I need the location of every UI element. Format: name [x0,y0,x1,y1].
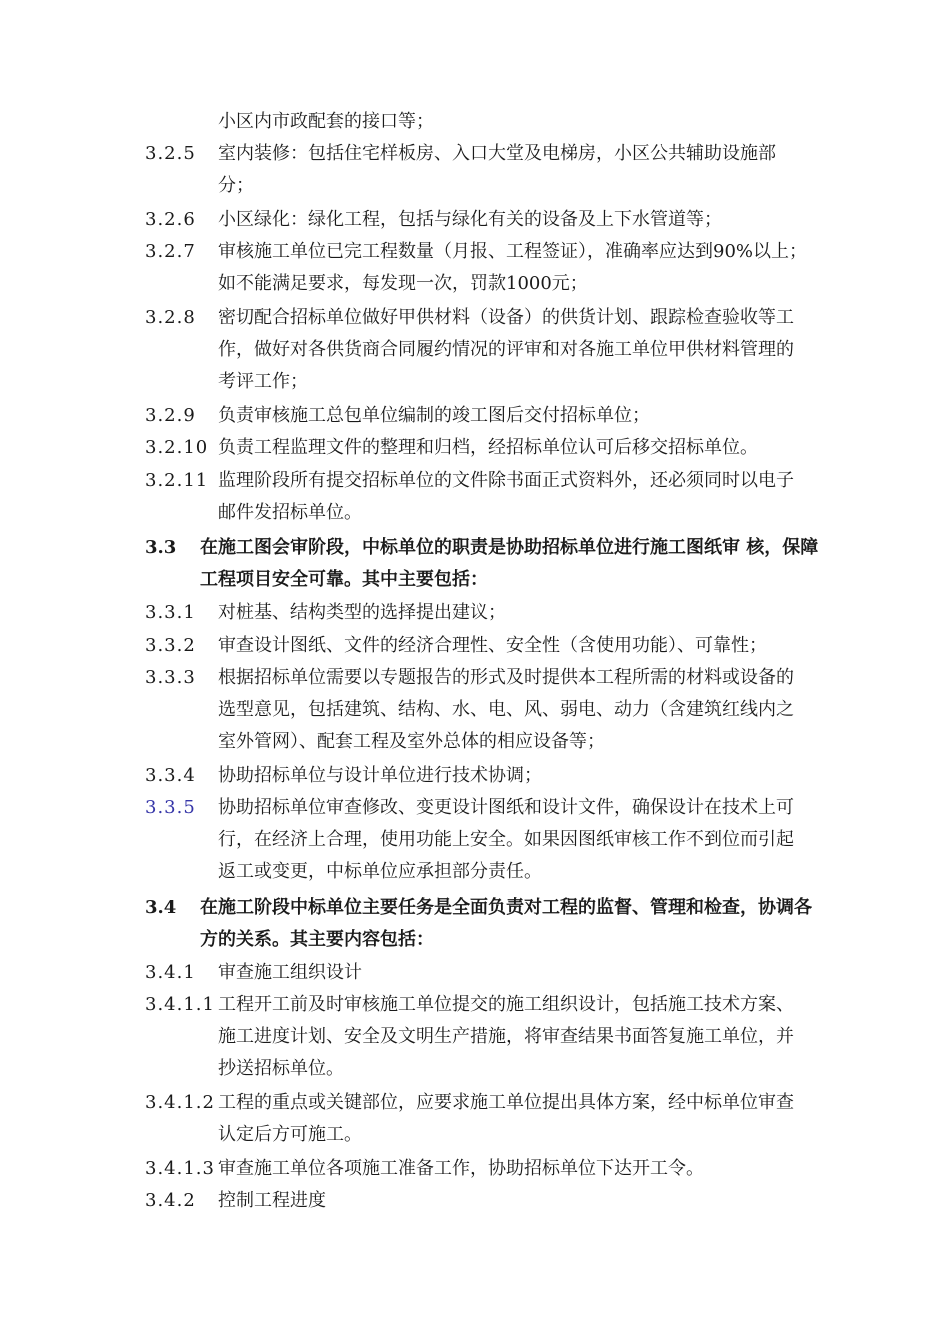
item-number: 3.3.3 [145,667,196,688]
list-item [0,792,808,888]
section-heading [0,532,820,596]
item-text: 在施工图会审阶段，中标单位的职责是协助招标单位进行施工图纸审 核，保障工程项目安全可靠。其中主要包括： [200,537,819,590]
item-number: 3.4.1.3 [145,1158,215,1179]
item-text: 在施工阶段中标单位主要任务是全面负责对工程的监督、管理和检查，协调各方的关系。其主要内容包括： [200,897,812,950]
item-text: 对桩基、结构类型的选择提出建议； [218,602,506,623]
item-number: 3.3.4 [145,765,196,786]
list-item [0,1153,808,1185]
list-item [0,400,808,432]
list-item [0,465,808,529]
list-item [0,1087,808,1151]
item-number: 3.3 [145,537,177,558]
paragraph-continuation [0,106,808,138]
item-number: 3.4.1 [145,962,196,983]
list-item [0,662,808,758]
item-number: 3.3.2 [145,635,196,656]
item-number: 3.2.8 [145,307,196,328]
item-number: 3.4.1.1 [145,994,215,1015]
item-number: 3.3.1 [145,602,196,623]
list-item [0,432,808,464]
list-item [0,597,808,629]
item-number: 3.4 [145,897,177,918]
item-text: 工程的重点或关键部位，应要求施工单位提出具体方案，经中标单位审查认定后方可施工。 [218,1092,794,1145]
item-text: 审查施工组织设计 [218,962,362,983]
list-item [0,236,808,300]
item-text: 小区绿化：绿化工程，包括与绿化有关的设备及上下水管道等； [218,209,722,230]
item-text: 密切配合招标单位做好甲供材料（设备）的供货计划、跟踪检查验收等工作，做好对各供货商合同履约情况的评审和对各施工单位甲供材料管理的考评工作； [218,307,794,392]
list-item [0,989,808,1085]
list-item [0,630,808,662]
item-text: 审查施工单位各项施工准备工作，协助招标单位下达开工令。 [218,1158,704,1179]
item-text: 协助招标单位与设计单位进行技术协调； [218,765,542,786]
item-number: 3.2.5 [145,143,196,164]
list-item [0,204,808,236]
item-text: 负责审核施工总包单位编制的竣工图后交付招标单位； [218,405,650,426]
list-item [0,957,808,989]
item-number: 3.2.10 [145,437,209,458]
item-text: 根据招标单位需要以专题报告的形式及时提供本工程所需的材料或设备的选型意见，包括建筑、结构、水、电、风、弱电、动力（含建筑红线内之室外管网）、配套工程及室外总体的相应设备等； [218,667,794,752]
list-item [0,302,808,398]
item-number: 3.4.1.2 [145,1092,215,1113]
item-text: 室内装修：包括住宅样板房、入口大堂及电梯房，小区公共辅助设施部分； [218,143,776,196]
item-text: 审查设计图纸、文件的经济合理性、安全性（含使用功能）、可靠性； [218,635,767,656]
item-number: 3.2.7 [145,241,196,262]
item-text: 监理阶段所有提交招标单位的文件除书面正式资料外，还必须同时以电子邮件发招标单位。 [218,470,794,523]
item-number: 3.2.11 [145,470,209,491]
item-text: 协助招标单位审查修改、变更设计图纸和设计文件，确保设计在技术上可行，在经济上合理，使用功能上安全。如果因图纸审核工作不到位而引起返工或变更，中标单位应承担部分责任。 [218,797,794,882]
item-text: 负责工程监理文件的整理和归档，经招标单位认可后移交招标单位。 [218,437,758,458]
item-number: 3.2.9 [145,405,196,426]
section-heading [0,892,820,956]
list-item [0,138,808,202]
list-item [0,1185,808,1217]
item-number: 3.4.2 [145,1190,196,1211]
item-text: 小区内市政配套的接口等； [218,111,434,132]
list-item [0,760,808,792]
item-text: 审核施工单位已完工程数量（月报、工程签证），准确率应达到90%以上；如不能满足要求，每发现一次，罚款1000元； [218,241,808,294]
item-number: 3.2.6 [145,209,196,230]
item-text: 工程开工前及时审核施工单位提交的施工组织设计，包括施工技术方案、施工进度计划、安全及文明生产措施，将审查结果书面答复施工单位，并抄送招标单位。 [218,994,794,1079]
item-number: 3.3.5 [145,797,196,818]
item-text: 控制工程进度 [218,1190,326,1211]
